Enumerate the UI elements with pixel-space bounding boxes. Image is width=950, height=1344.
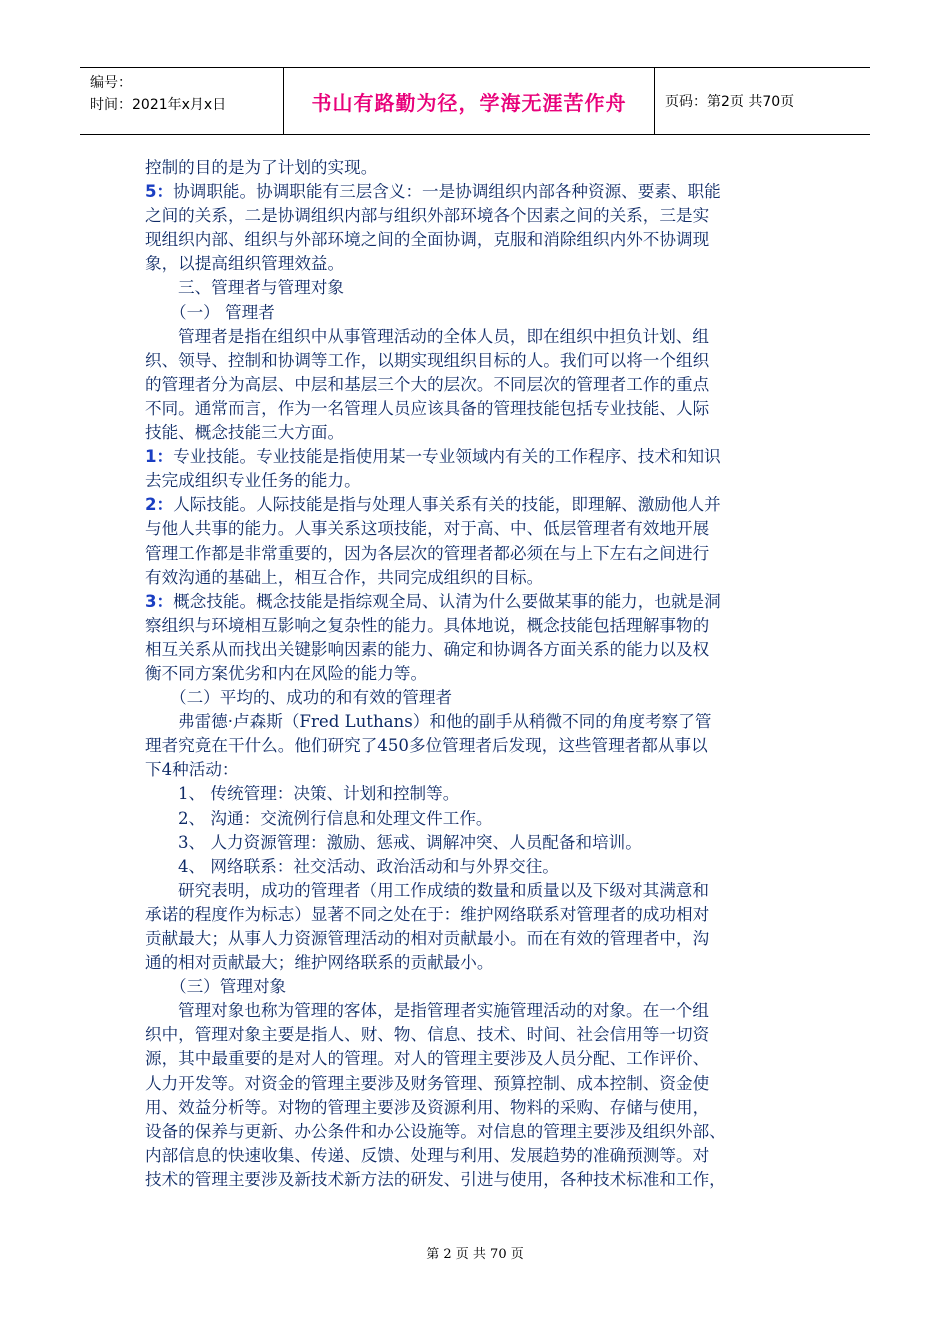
text-line: 相互关系从而找出关键影响因素的能力、确定和协调各方面关系的能力以及权 (145, 639, 710, 659)
text-line: 通的相对贡献最大；维护网络联系的贡献最小。 (145, 953, 494, 973)
list-number: 3： (145, 591, 174, 611)
text-line: 内部信息的快速收集、传递、反馈、处理与利用、发展趋势的准确预测等。对 (145, 1145, 710, 1165)
text-line: 人力开发等。对资金的管理主要涉及财务管理、预算控制、成本控制、资金使 (145, 1073, 710, 1093)
text-line: 管理工作都是非常重要的，因为各层次的管理者都必须在与上下左右之间进行 (145, 543, 710, 563)
page-header (80, 67, 870, 135)
text-line: 有效沟通的基础上，相互合作，共同完成组织的目标。 (145, 567, 544, 587)
section-heading: 三、管理者与管理对象 (178, 278, 344, 298)
text-line: 管理者是指在组织中从事管理活动的全体人员，即在组织中担负计划、组 (178, 326, 709, 346)
text-line (145, 493, 810, 517)
text-line: 贡献最大；从事人力资源管理活动的相对贡献最小。而在有效的管理者中，沟 (145, 929, 710, 948)
text-line: 象，以提高组织管理效益。 (145, 254, 345, 274)
header-meta (80, 68, 283, 134)
subsection-heading: （二）平均的、成功的和有效的管理者 (170, 688, 453, 708)
text-line: 设备的保养与更新、办公条件和办公设施等。对信息的管理主要涉及组织外部、 (145, 1121, 726, 1141)
text-line: 与他人共事的能力。人事关系这项技能，对于高、中、低层管理者有效地开展 (145, 519, 710, 539)
text-line: 研究表明，成功的管理者（用工作成绩的数量和质量以及下级对其满意和 (178, 880, 709, 900)
list-item: 1、 传统管理：决策、计划和控制等。 (178, 784, 460, 804)
text-line: 的管理者分为高层、中层和基层三个大的层次。不同层次的管理者工作的重点 (145, 374, 710, 394)
text-line: 用、效益分析等。对物的管理主要涉及资源利用、物料的采购、存储与使用， (145, 1097, 710, 1117)
subsection-heading: （一） 管理者 (170, 302, 275, 322)
document-number-label: 编号： (90, 75, 132, 91)
text-span: 概念技能。概念技能是指综观全局、认清为什么要做某事的能力，也就是洞 (173, 591, 721, 611)
text-line: 现组织内部、组织与外部环境之间的全面协调，克服和消除组织内外不协调现 (145, 230, 710, 250)
text-line: 技能、概念技能三大方面。 (145, 423, 345, 443)
header-page-info: 页码：第2页 共70页 (665, 94, 795, 110)
text-line: 下4种活动： (145, 760, 239, 780)
text-line: 承诺的程度作为标志）显著不同之处在于：维护网络联系对管理者的成功相对 (145, 904, 710, 924)
list-number: 1： (145, 447, 174, 467)
text-line: 源，其中最重要的是对人的管理。对人的管理主要涉及人员分配、工作评价、 (145, 1049, 710, 1069)
header-slogan: 书山有路勤为径，学海无涯苦作舟 (283, 68, 655, 134)
list-item: 4、 网络联系：社交活动、政治活动和与外界交往。 (178, 856, 559, 876)
text-line: 察组织与环境相互影响之复杂性的能力。具体地说，概念技能包括理解事物的 (145, 615, 710, 635)
list-number: 2： (145, 495, 174, 515)
text-line (145, 180, 810, 204)
text-line: 不同。通常而言，作为一名管理人员应该具备的管理技能包括专业技能、人际 (145, 398, 710, 418)
text-line: 弗雷德·卢森斯（Fred Luthans）和他的副手从稍微不同的角度考察了管 (178, 712, 712, 732)
text-line: 之间的关系，二是协调组织内部与组织外部环境各个因素之间的关系，三是实 (145, 206, 710, 226)
text-line: 管理对象也称为管理的客体，是指管理者实施管理活动的对象。在一个组 (178, 1001, 709, 1021)
text-span: 协调职能。协调职能有三层含义：一是协调组织内部各种资源、要素、职能 (173, 182, 721, 202)
text-span: 人际技能。人际技能是指与处理人事关系有关的技能，即理解、激励他人并 (173, 495, 721, 515)
text-span: 专业技能。专业技能是指使用某一专业领域内有关的工作程序、技术和知识 (173, 447, 721, 467)
list-item: 3、 人力资源管理：激励、惩戒、调解冲突、人员配备和培训。 (178, 832, 642, 852)
subsection-heading: （三）管理对象 (170, 977, 287, 997)
document-date-label: 时间：2021年x月x日 (90, 97, 227, 113)
text-line: 技术的管理主要涉及新技术新方法的研发、引进与使用，各种技术标准和工作， (145, 1169, 726, 1189)
list-number: 5： (145, 182, 174, 202)
text-line (145, 445, 810, 469)
text-line: 织中，管理对象主要是指人、财、物、信息、技术、时间、社会信用等一切资 (145, 1025, 710, 1045)
text-line: 理者究竟在干什么。他们研究了450多位管理者后发现，这些管理者都从事以 (145, 736, 708, 756)
text-line: 控制的目的是为了计划的实现。 (145, 158, 378, 177)
page-footer: 第 2 页 共 70 页 (426, 1247, 524, 1262)
text-line: 织、领导、控制和协调等工作，以期实现组织目标的人。我们可以将一个组织 (145, 350, 710, 370)
text-line: 去完成组织专业任务的能力。 (145, 471, 361, 491)
list-item: 2、 沟通：交流例行信息和处理文件工作。 (178, 808, 493, 828)
text-line: 衡不同方案优劣和内在风险的能力等。 (145, 663, 428, 683)
document-body (145, 156, 810, 1192)
text-line (145, 590, 810, 614)
